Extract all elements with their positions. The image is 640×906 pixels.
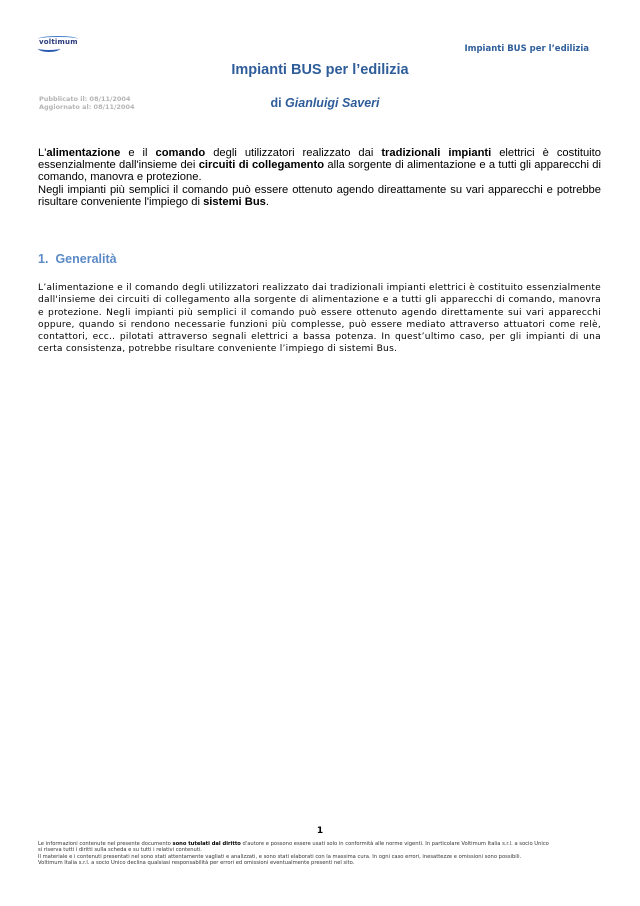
- footer-line-4: Voltimum Italia s.r.l. a socio Unico declina qualsiasi responsabilità per errori ed omissioni eventualmente presenti nel sito.: [38, 860, 355, 867]
- footer-text: Le informazioni contenute nel presente documento: [38, 841, 173, 847]
- page-number: 1: [316, 826, 324, 836]
- section-title: Generalità: [55, 252, 117, 266]
- bold-term: alimentazione: [46, 147, 121, 159]
- bold-term: sistemi Bus: [203, 195, 266, 208]
- footer-line-2: si riserva tutti i diritti sulla scheda e su tutti i relativi contenuti.: [38, 847, 202, 854]
- bold-term: tradizionali impianti: [381, 147, 492, 159]
- section-paragraph: L’alimentazione e il comando degli utilizzatori realizzato dai tradizionali impianti elettrici è costituito essenzialmente dall'insieme dei circuiti di collegamento alla sorgente di alimentazione e a tutti gli apparecchi di comando, manovra e protezione. Negli impianti più semplici il comando può essere ottenuto agendo direttamente sui vari apparecchi oppure, quando si rendono necessarie funzioni più complesse, può essere mediato attraverso attuatori come relè, contattori, ecc.. pilotati attraverso segnali elettrici a bassa potenza. In quest’ultimo caso, per gli impianti di una certa consistenza, potrebbe risultare conveniente l’impiego di sistemi Bus.: [38, 283, 601, 355]
- published-date: Pubblicato il: 08/11/2004: [39, 95, 131, 103]
- intro-text: [38, 147, 601, 208]
- intro-paragraph-2: [38, 184, 601, 208]
- text-run: .: [265, 195, 269, 208]
- text-run: e il: [120, 147, 156, 159]
- text-run: alla sorgente di alimentazione e a tutti gli apparecchi di comando, manovra e protezione.: [38, 159, 602, 184]
- bold-term: comando: [155, 147, 206, 159]
- footer-text: d'autore e possono essere usati solo in conformità alle norme vigenti. In particolare Voltimum Italia s.r.l. a socio Unico: [240, 841, 549, 847]
- text-run: elettrici è costituito essenzialmente dall'insieme dei: [38, 147, 601, 172]
- voltimum-logo: [36, 36, 80, 56]
- section-body: [38, 282, 601, 356]
- author-name: Gianluigi Saveri: [285, 96, 380, 110]
- text-run: Negli impianti più semplici il comando può essere ottenuto agendo direattamente su vari apparecchi e potrebbe risultare conveniente l'impiego di: [38, 183, 601, 208]
- text-run: degli utilizzatori realizzato dai: [205, 147, 382, 159]
- footer-bold-text: sono tutelati dal diritto: [172, 841, 241, 847]
- page-title: Impianti BUS per l’edilizia: [231, 62, 409, 78]
- footer-disclaimer: [38, 841, 598, 867]
- intro-paragraph-1: [38, 147, 601, 184]
- footer-line-3: Il materiale e i contenuti presentati nel sono stati attentamente vagliati e analizzati, e sono stati elaborati con la massima cura. In ogni caso errori, inesattezze e omissioni sono possibili.: [38, 853, 522, 860]
- section-number: 1.: [38, 252, 49, 266]
- running-header: Impianti BUS per l’edilizia: [464, 44, 589, 54]
- byline-prefix: di: [270, 96, 286, 110]
- byline: [0, 96, 640, 110]
- section-heading-generalita: [38, 252, 117, 266]
- logo-text: voltimum: [39, 38, 78, 46]
- logo-underline-icon: [38, 45, 60, 52]
- updated-date: Aggiornato al: 08/11/2004: [39, 103, 135, 111]
- bold-term: circuiti di collegamento: [198, 159, 325, 172]
- text-run: L': [38, 147, 47, 159]
